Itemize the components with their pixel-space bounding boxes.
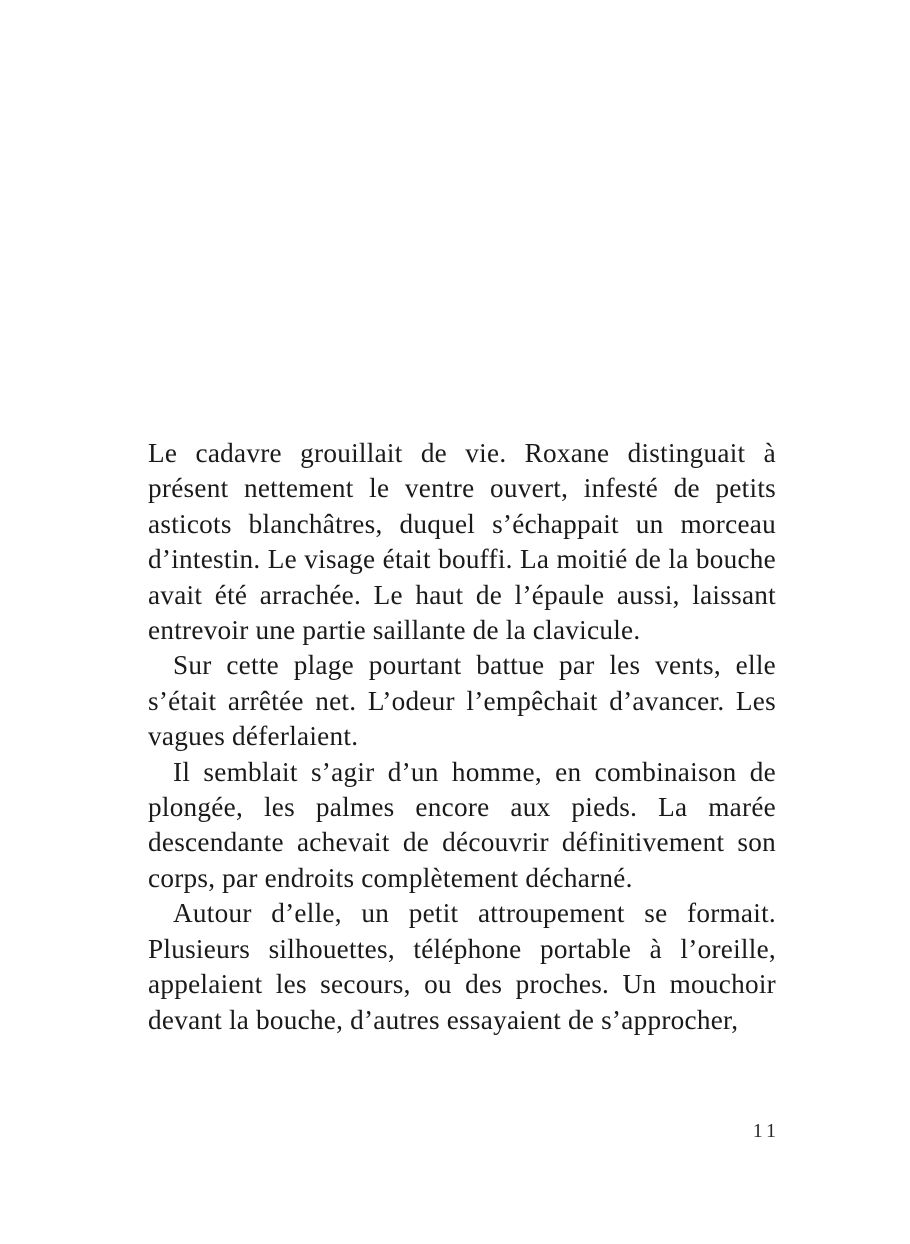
paragraph-4: Autour d’elle, un petit attroupement se formait. Plusieurs silhouettes, téléphone portable à l’oreille, appelaient les secours, ou des proches. Un mouchoir devant la bouche, d’autres essayaient de s’approcher, (148, 898, 776, 1035)
paragraph-1: Le cadavre grouillait de vie. Roxane distinguait à présent nettement le ventre ouvert, infesté de petits asticots blanchâtres, duquel s’échappait un morceau d’intestin. Le visage était bouffi. La moitié de la bouche avait été arrachée. Le haut de l’épaule aussi, laissant entrevoir une partie saillante de la clavicule. (148, 438, 776, 646)
page-number-folio (656, 1118, 780, 1144)
page-number: 11 (752, 1120, 780, 1142)
paragraph-2: Sur cette plage pourtant battue par les vents, elle s’était arrêtée net. L’odeur l’empêchait d’avancer. Les vagues déferlaient. (148, 650, 776, 752)
body-text-block (148, 436, 776, 1038)
paragraph-3: Il semblait s’agir d’un homme, en combinaison de plongée, les palmes encore aux pieds. La marée descendante achevait de découvrir définitivement son corps, par endroits complètement décharné. (148, 756, 776, 893)
